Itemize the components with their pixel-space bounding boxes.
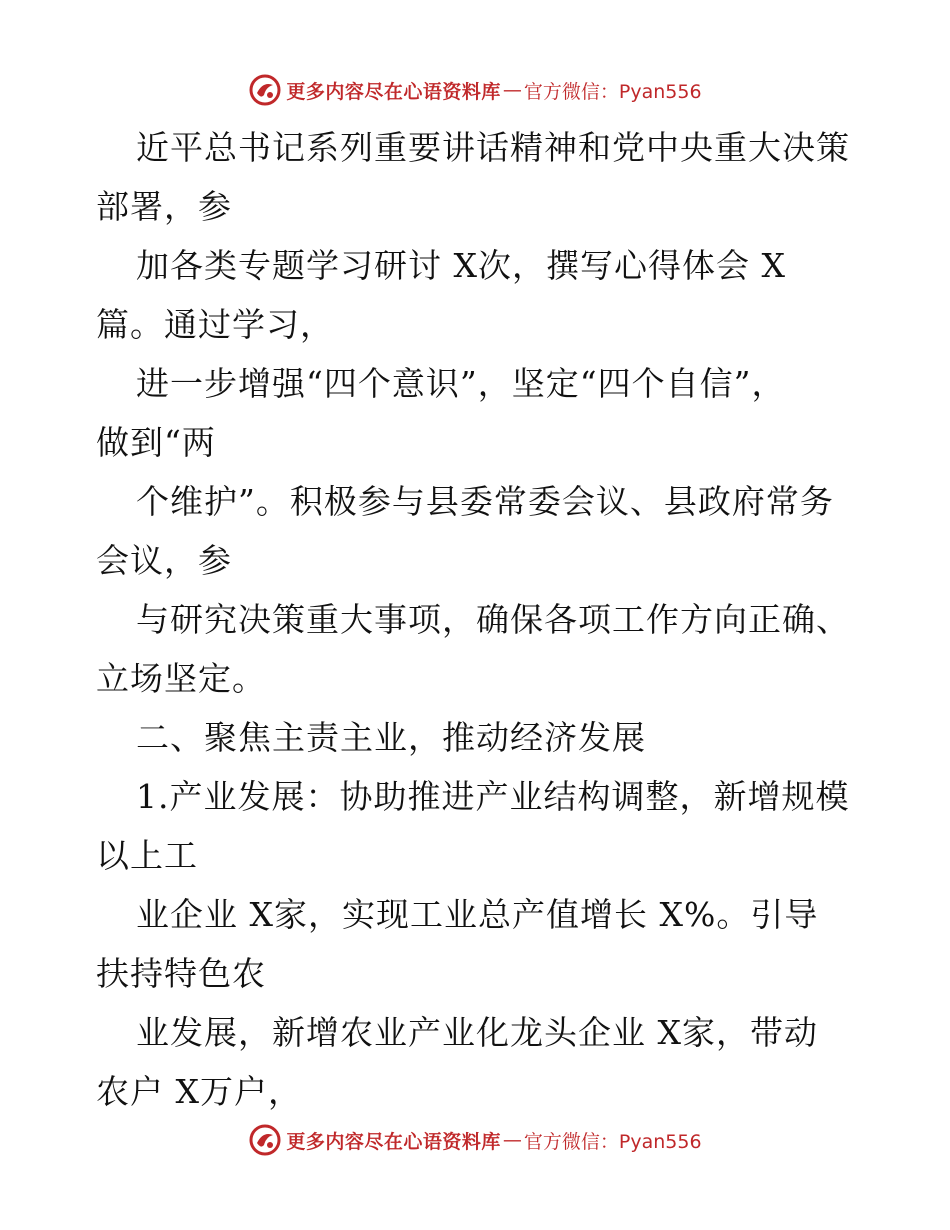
text-line: 会议，参 xyxy=(96,541,232,580)
text-line: 农户 X万户， xyxy=(96,1072,302,1111)
text-line: 扶持特色农 xyxy=(96,954,266,993)
text-line: 以上工 xyxy=(96,836,198,875)
banner-separator: — xyxy=(502,1129,522,1151)
header-banner xyxy=(0,70,950,110)
text-line: 与研究决策重大事项，确保各项工作方向正确、 xyxy=(136,600,850,639)
text-line: 业企业 X家，实现工业总产值增长 X%。引导 xyxy=(136,895,819,934)
red-swirl-logo-icon xyxy=(248,1123,282,1157)
section-heading: 二、聚焦主责主业，推动经济发展 xyxy=(136,718,646,757)
document-body xyxy=(96,118,876,1121)
text-line: 部署，参 xyxy=(96,187,232,226)
red-swirl-logo-icon xyxy=(248,73,282,107)
banner-wechat: 官方微信：Pyan556 xyxy=(523,1130,702,1153)
text-line: 加各类专题学习研讨 X次，撰写心得体会 X xyxy=(136,246,786,285)
text-line: 篇。通过学习， xyxy=(96,305,334,344)
text-line: 近平总书记系列重要讲话精神和党中央重大决策 xyxy=(136,128,850,167)
text-line: 业发展，新增农业产业化龙头企业 X家，带动 xyxy=(136,1013,818,1052)
text-line: 立场坚定。 xyxy=(96,659,266,698)
banner-text: 更多内容尽在心语资料库 xyxy=(286,80,501,103)
text-line: 个维护”。积极参与县委常委会议、县政府常务 xyxy=(136,482,834,521)
banner-wechat: 官方微信：Pyan556 xyxy=(523,80,702,103)
footer-banner xyxy=(0,1120,950,1160)
text-line: 1.产业发展：协助推进产业结构调整，新增规模 xyxy=(136,777,850,816)
banner-text: 更多内容尽在心语资料库 xyxy=(286,1130,501,1153)
text-line: 进一步增强“四个意识”，坚定“四个自信”， xyxy=(136,364,786,403)
banner-separator: — xyxy=(502,79,522,101)
text-line: 做到“两 xyxy=(96,423,216,462)
